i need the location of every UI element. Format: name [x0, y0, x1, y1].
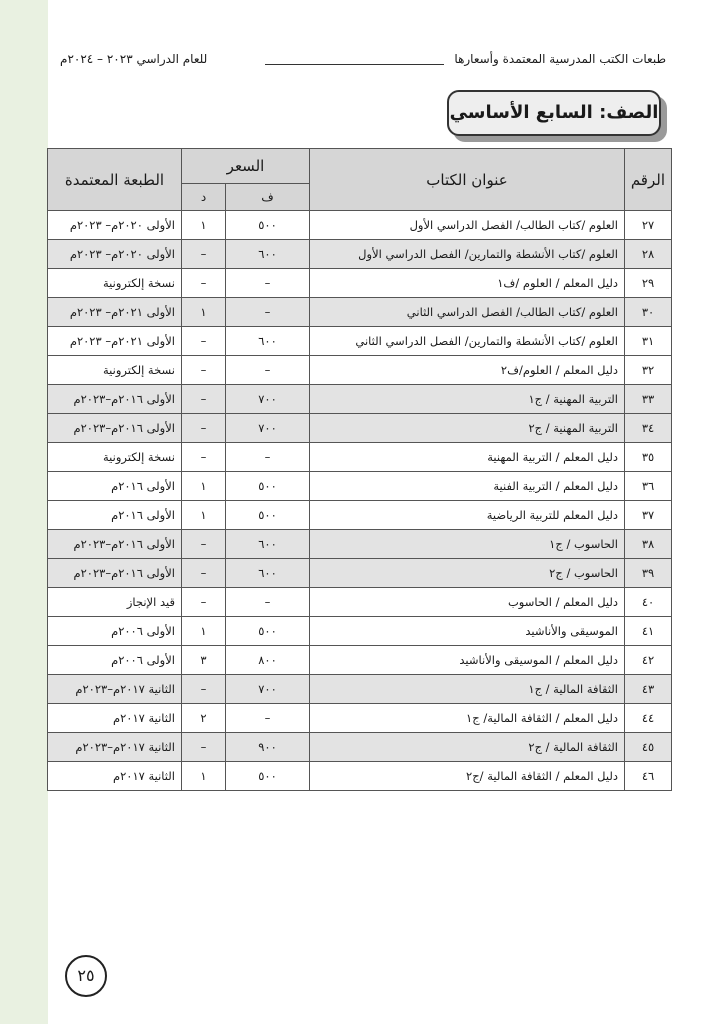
cell-book-title: العلوم /كتاب الأنشطة والتمارين/ الفصل الدراسي الأول [310, 240, 625, 269]
table-row [48, 617, 672, 646]
cell-price-fils: ٨٠٠ [226, 646, 310, 675]
cell-edition: نسخة إلكترونية [48, 443, 182, 472]
table-row [48, 356, 672, 385]
cell-edition: الأولى ٢٠٢١م– ٢٠٢٣م [48, 327, 182, 356]
cell-edition: الأولى ٢٠٠٦م [48, 617, 182, 646]
cell-number: ٤٤ [625, 704, 672, 733]
cell-price-fils: ٧٠٠ [226, 414, 310, 443]
cell-number: ٣١ [625, 327, 672, 356]
table-row [48, 501, 672, 530]
cell-price-fils: – [226, 269, 310, 298]
grade-title-box [447, 90, 661, 136]
table-row [48, 385, 672, 414]
cell-book-title: العلوم /كتاب الطالب/ الفصل الدراسي الثاني [310, 298, 625, 327]
cell-number: ٤٥ [625, 733, 672, 762]
cell-book-title: العلوم /كتاب الأنشطة والتمارين/ الفصل الدراسي الثاني [310, 327, 625, 356]
cell-book-title: الثقافة المالية / ج١ [310, 675, 625, 704]
header-price: السعر [181, 149, 309, 184]
cell-price-fils: ٦٠٠ [226, 240, 310, 269]
cell-price-dinar: ١ [181, 762, 225, 791]
cell-book-title: دليل المعلم / التربية المهنية [310, 443, 625, 472]
cell-number: ٣٧ [625, 501, 672, 530]
books-table [47, 148, 672, 791]
cell-price-dinar: ٣ [181, 646, 225, 675]
table-row [48, 472, 672, 501]
cell-book-title: دليل المعلم / الحاسوب [310, 588, 625, 617]
cell-price-fils: ٥٠٠ [226, 472, 310, 501]
cell-number: ٤٣ [625, 675, 672, 704]
table-row [48, 733, 672, 762]
cell-edition: الأولى ٢٠٢٠م– ٢٠٢٣م [48, 240, 182, 269]
cell-book-title: العلوم /كتاب الطالب/ الفصل الدراسي الأول [310, 211, 625, 240]
cell-edition: الأولى ٢٠٢١م– ٢٠٢٣م [48, 298, 182, 327]
table-row [48, 443, 672, 472]
table-row [48, 240, 672, 269]
cell-price-fils: – [226, 356, 310, 385]
table-row [48, 704, 672, 733]
cell-price-fils: ٧٠٠ [226, 385, 310, 414]
table-row [48, 588, 672, 617]
cell-price-fils: – [226, 588, 310, 617]
cell-number: ٣٠ [625, 298, 672, 327]
cell-book-title: التربية المهنية / ج١ [310, 385, 625, 414]
cell-number: ٣٥ [625, 443, 672, 472]
cell-edition: الثانية ٢٠١٧م [48, 762, 182, 791]
cell-edition: نسخة إلكترونية [48, 356, 182, 385]
cell-price-fils: ٧٠٠ [226, 675, 310, 704]
cell-number: ٤٠ [625, 588, 672, 617]
page-number: ٢٥ [65, 955, 107, 997]
cell-book-title: دليل المعلم / التربية الفنية [310, 472, 625, 501]
cell-edition: الأولى ٢٠١٦م [48, 501, 182, 530]
cell-price-dinar: – [181, 414, 225, 443]
header-title: طبعات الكتب المدرسية المعتمدة وأسعارها [454, 52, 666, 66]
table-row [48, 327, 672, 356]
cell-number: ٣٨ [625, 530, 672, 559]
cell-price-fils: ٩٠٠ [226, 733, 310, 762]
cell-price-fils: ٦٠٠ [226, 327, 310, 356]
table-row [48, 646, 672, 675]
cell-number: ٢٧ [625, 211, 672, 240]
cell-number: ٤٦ [625, 762, 672, 791]
header-rule [265, 64, 444, 65]
cell-price-dinar: – [181, 733, 225, 762]
cell-edition: الأولى ٢٠١٦م–٢٠٢٣م [48, 385, 182, 414]
cell-price-dinar: – [181, 675, 225, 704]
header-academic-year: للعام الدراسي ٢٠٢٣ – ٢٠٢٤م [60, 52, 208, 66]
books-table-body [48, 211, 672, 791]
cell-price-dinar: ١ [181, 472, 225, 501]
cell-price-dinar: ١ [181, 617, 225, 646]
table-row [48, 298, 672, 327]
header-edition: الطبعة المعتمدة [48, 149, 182, 211]
cell-book-title: دليل المعلم / العلوم/ف٢ [310, 356, 625, 385]
cell-price-dinar: ١ [181, 501, 225, 530]
cell-edition: قيد الإنجاز [48, 588, 182, 617]
header-price-dinar: د [181, 184, 225, 211]
cell-book-title: دليل المعلم / الموسيقى والأناشيد [310, 646, 625, 675]
cell-price-dinar: ١ [181, 211, 225, 240]
cell-price-fils: ٥٠٠ [226, 762, 310, 791]
cell-edition: الثانية ٢٠١٧م–٢٠٢٣م [48, 675, 182, 704]
cell-edition: الأولى ٢٠٢٠م– ٢٠٢٣م [48, 211, 182, 240]
header-price-fils: ف [226, 184, 310, 211]
cell-number: ٣٤ [625, 414, 672, 443]
cell-price-dinar: – [181, 443, 225, 472]
cell-price-dinar: ١ [181, 298, 225, 327]
cell-price-dinar: – [181, 559, 225, 588]
cell-price-dinar: – [181, 240, 225, 269]
table-row [48, 414, 672, 443]
cell-price-fils: – [226, 704, 310, 733]
cell-price-fils: ٥٠٠ [226, 617, 310, 646]
cell-price-fils: ٦٠٠ [226, 530, 310, 559]
table-row [48, 269, 672, 298]
cell-edition: نسخة إلكترونية [48, 269, 182, 298]
grade-title: الصف: السابع الأساسي [449, 102, 659, 123]
cell-edition: الأولى ٢٠١٦م–٢٠٢٣م [48, 559, 182, 588]
cell-price-dinar: – [181, 588, 225, 617]
cell-price-fils: ٥٠٠ [226, 501, 310, 530]
cell-number: ٤١ [625, 617, 672, 646]
cell-edition: الأولى ٢٠٠٦م [48, 646, 182, 675]
cell-price-dinar: – [181, 530, 225, 559]
cell-price-dinar: – [181, 269, 225, 298]
header-book-title: عنوان الكتاب [310, 149, 625, 211]
cell-number: ٢٩ [625, 269, 672, 298]
header-number: الرقم [625, 149, 672, 211]
cell-price-fils: ٥٠٠ [226, 211, 310, 240]
cell-price-dinar: ٢ [181, 704, 225, 733]
cell-edition: الأولى ٢٠١٦م–٢٠٢٣م [48, 530, 182, 559]
table-row [48, 559, 672, 588]
cell-price-fils: – [226, 443, 310, 472]
cell-edition: الأولى ٢٠١٦م [48, 472, 182, 501]
page-header [60, 48, 666, 72]
cell-number: ٣٩ [625, 559, 672, 588]
cell-price-dinar: – [181, 356, 225, 385]
table-row [48, 762, 672, 791]
cell-price-dinar: – [181, 385, 225, 414]
cell-edition: الأولى ٢٠١٦م–٢٠٢٣م [48, 414, 182, 443]
cell-number: ٣٢ [625, 356, 672, 385]
cell-edition: الثانية ٢٠١٧م [48, 704, 182, 733]
cell-price-dinar: – [181, 327, 225, 356]
table-row [48, 530, 672, 559]
cell-price-fils: ٦٠٠ [226, 559, 310, 588]
cell-book-title: دليل المعلم للتربية الرياضية [310, 501, 625, 530]
cell-edition: الثانية ٢٠١٧م–٢٠٢٣م [48, 733, 182, 762]
cell-book-title: الحاسوب / ج٢ [310, 559, 625, 588]
table-row [48, 675, 672, 704]
cell-price-fils: – [226, 298, 310, 327]
cell-book-title: دليل المعلم / الثقافة المالية/ ج١ [310, 704, 625, 733]
cell-book-title: التربية المهنية / ج٢ [310, 414, 625, 443]
cell-number: ٤٢ [625, 646, 672, 675]
cell-number: ٣٦ [625, 472, 672, 501]
table-row [48, 211, 672, 240]
cell-book-title: الموسيقى والأناشيد [310, 617, 625, 646]
cell-book-title: الحاسوب / ج١ [310, 530, 625, 559]
cell-book-title: الثقافة المالية / ج٢ [310, 733, 625, 762]
side-color-strip [0, 0, 48, 1024]
cell-book-title: دليل المعلم / الثقافة المالية /ج٢ [310, 762, 625, 791]
cell-book-title: دليل المعلم / العلوم /ف١ [310, 269, 625, 298]
cell-number: ٢٨ [625, 240, 672, 269]
cell-number: ٣٣ [625, 385, 672, 414]
